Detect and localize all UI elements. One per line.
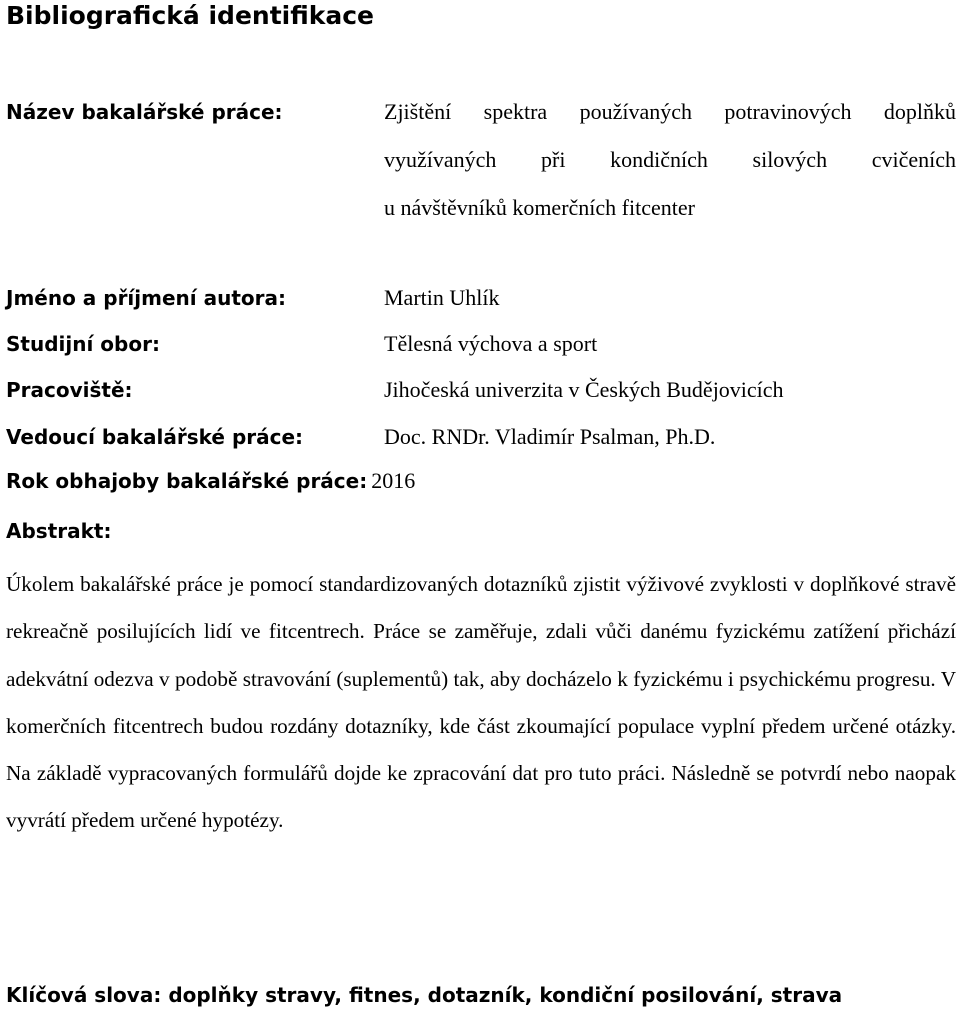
supervisor-label: Vedoucí bakalářské práce: bbox=[6, 425, 304, 449]
page-title: Bibliografická identifikace bbox=[6, 1, 375, 30]
supervisor-value: Doc. RNDr. Vladimír Psalman, Ph.D. bbox=[384, 424, 716, 449]
thesis-title-label: Název bakalářské práce: bbox=[6, 100, 283, 124]
keywords-row bbox=[6, 982, 842, 1008]
thesis-title-line: Zjištění spektra používaných potravinových doplňků bbox=[384, 99, 956, 124]
field-value: Tělesná výchova a sport bbox=[384, 331, 598, 356]
keywords-value: doplňky stravy, fitnes, dotazník, kondiční posilování, strava bbox=[168, 983, 843, 1007]
thesis-title-line: u návštěvníků komerčních fitcenter bbox=[384, 195, 695, 220]
defense-year-row bbox=[6, 468, 415, 494]
field-label: Studijní obor: bbox=[6, 332, 160, 356]
defense-year-value: 2016 bbox=[371, 468, 416, 493]
abstract-text: Úkolem bakalářské práce je pomocí standardizovaných dotazníků zjistit výživové zvyklosti v doplňkové stravě rekreačně posilujících lidí ve fitcentrech. Práce se zaměřuje, zdali vůči danému fyzickému zatížení přichází adekvátní odezva v podobě stravování (suplementů) tak, aby docházelo k fyzickému i psychickému progresu. V komerčních fitcentrech budou rozdány dotazníky, kde část zkoumající populace vyplní předem určené otázky. Na základě vypracovaných formulářů dojde ke zpracování dat pro tuto práci. Následně se potvrdí nebo naopak vyvrátí předem určené hypotézy. bbox=[6, 572, 956, 833]
keywords-label: Klíčová slova: bbox=[6, 983, 162, 1007]
thesis-title-line: využívaných při kondičních silových cvičeních bbox=[384, 147, 956, 172]
author-label: Jméno a příjmení autora: bbox=[6, 286, 286, 310]
abstract-heading: Abstrakt: bbox=[6, 519, 112, 543]
defense-year-label: Rok obhajoby bakalářské práce: bbox=[6, 469, 368, 493]
workplace-value: Jihočeská univerzita v Českých Budějovicích bbox=[384, 377, 784, 402]
author-value: Martin Uhlík bbox=[384, 285, 500, 310]
workplace-label: Pracoviště: bbox=[6, 378, 133, 402]
thesis-title-value bbox=[384, 97, 956, 241]
